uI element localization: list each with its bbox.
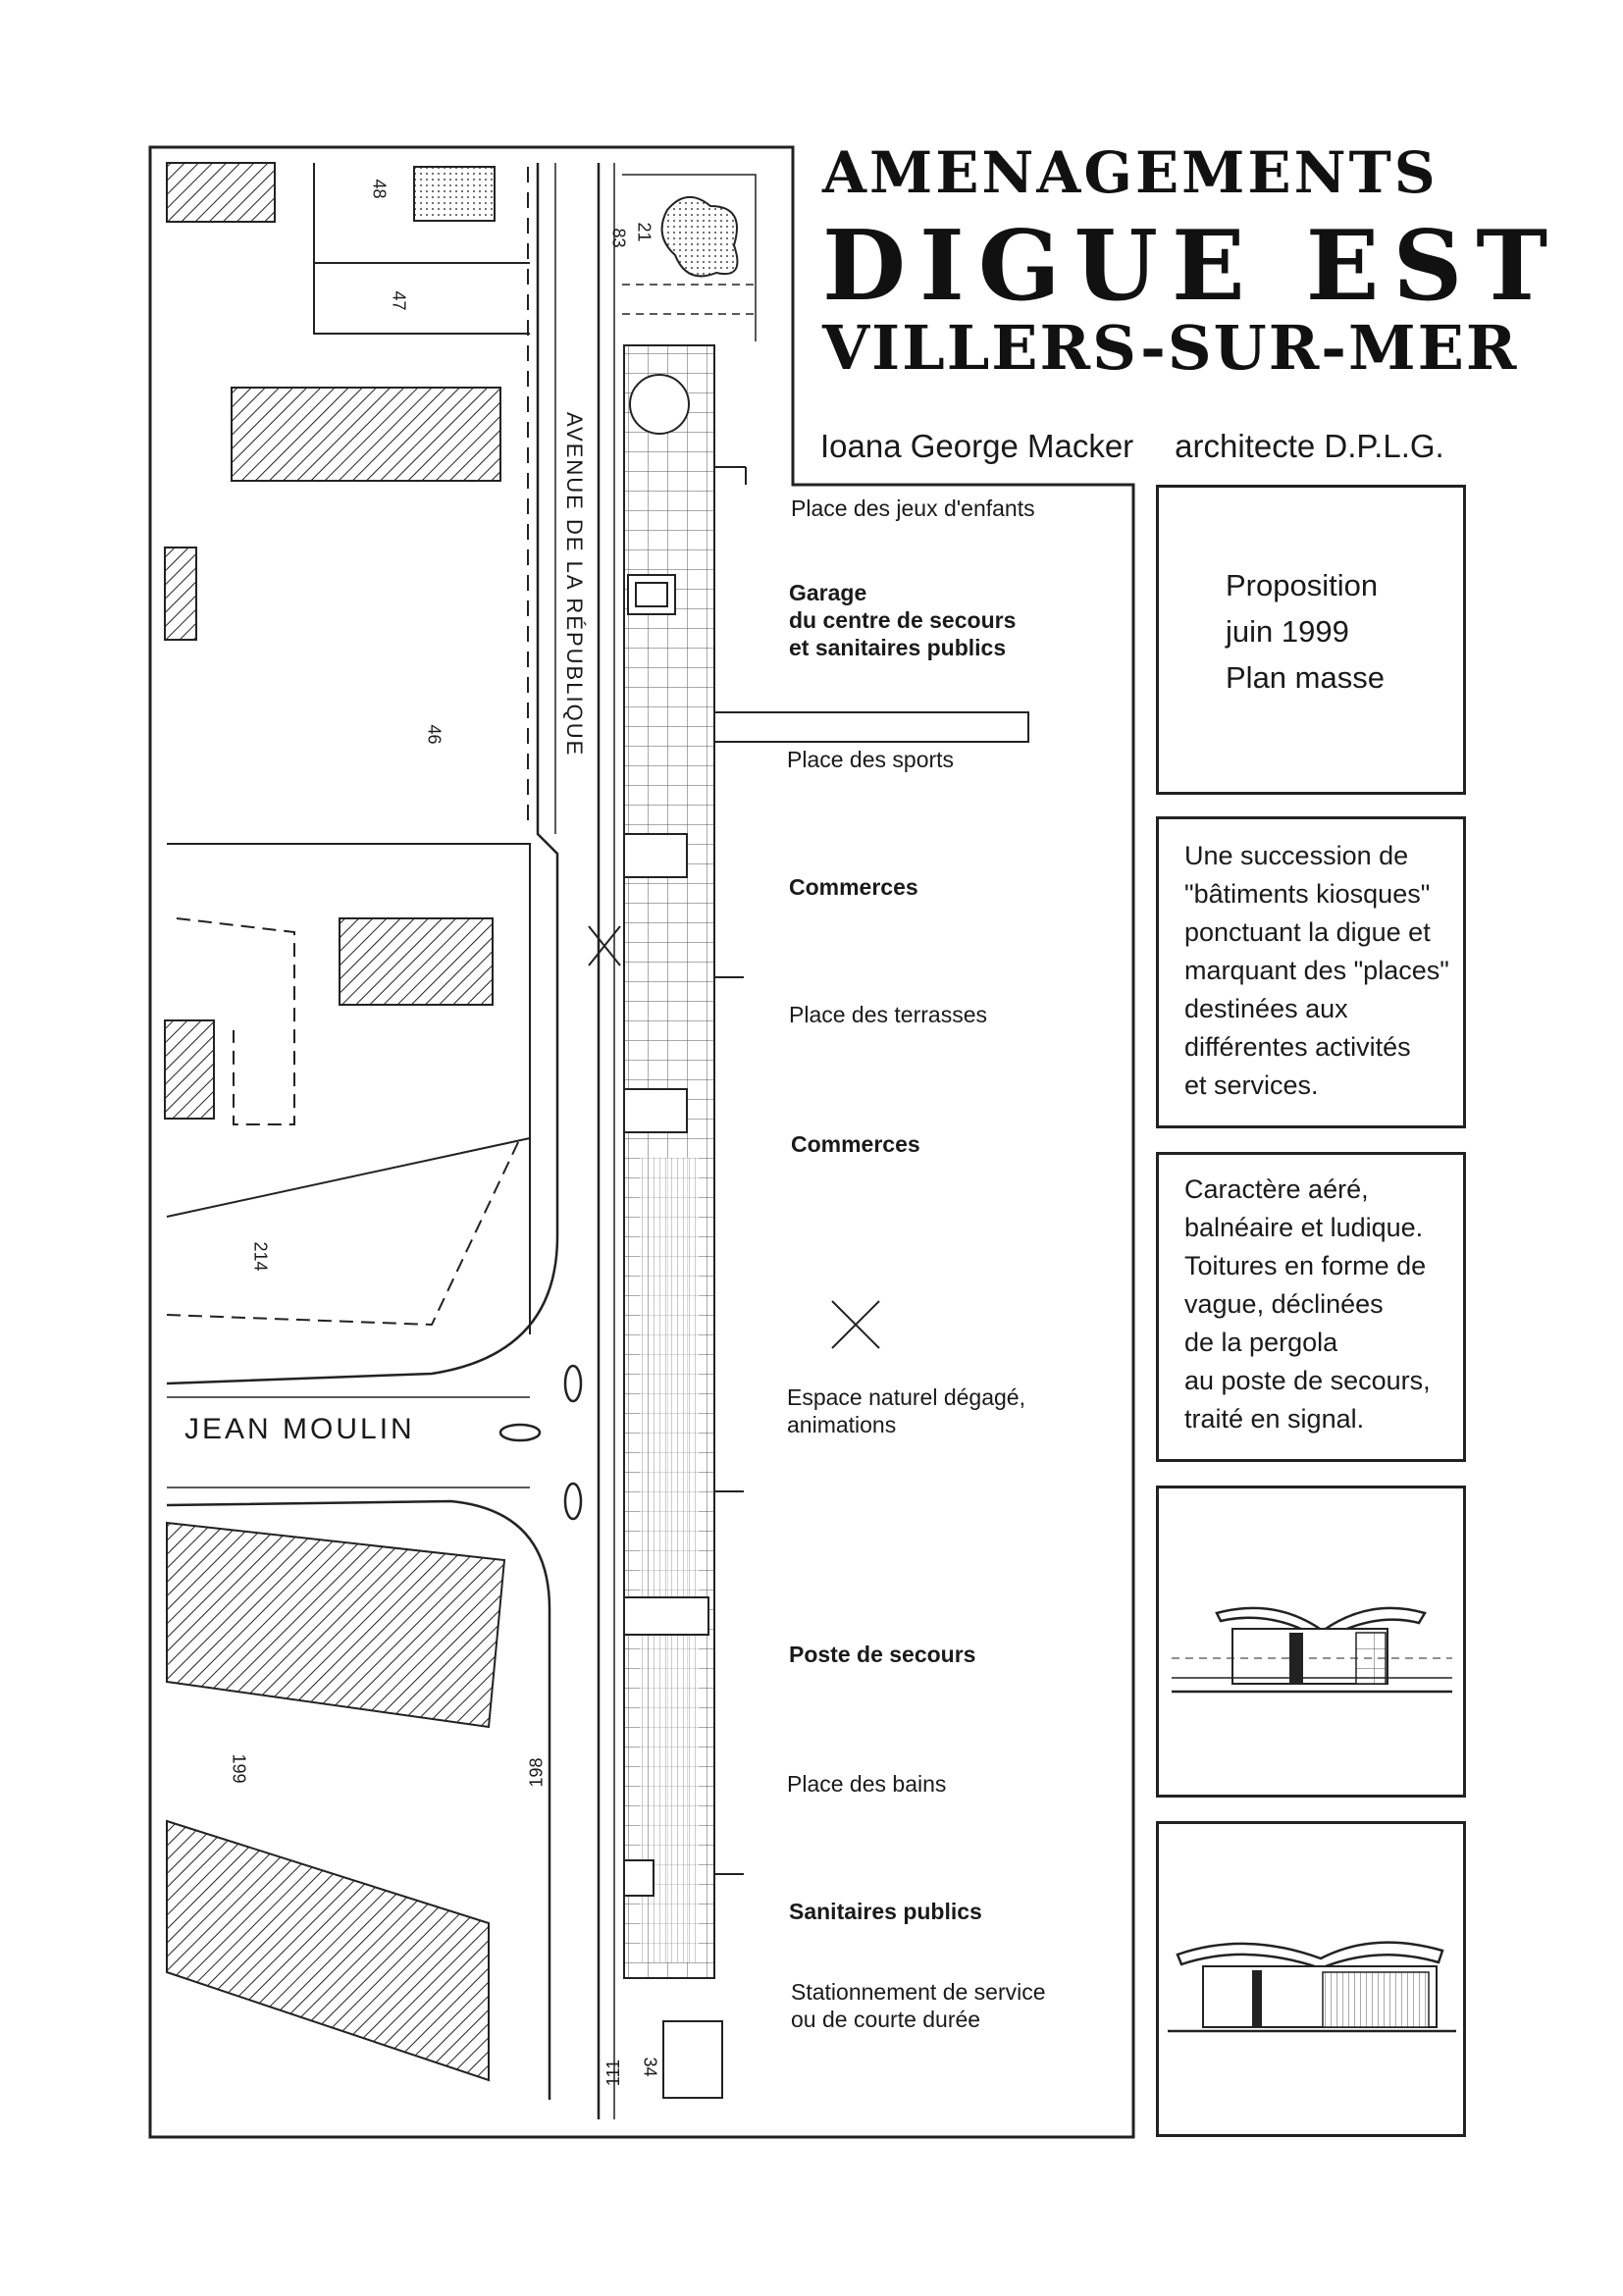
building bbox=[167, 1523, 504, 1727]
character-line: au poste de secours, bbox=[1184, 1366, 1431, 1395]
building bbox=[167, 1821, 489, 2080]
parcel-number: 198 bbox=[526, 1757, 547, 1788]
description-line: "bâtiments kiosques" bbox=[1184, 879, 1431, 909]
parcel-number: 199 bbox=[229, 1753, 249, 1784]
info-box bbox=[1156, 485, 1466, 795]
character-line: balnéaire et ludique. bbox=[1184, 1213, 1424, 1242]
building bbox=[414, 167, 495, 221]
label-poste-secours: Poste de secours bbox=[789, 1642, 976, 1667]
description-line: Une succession de bbox=[1184, 841, 1409, 870]
parcel-number: 48 bbox=[369, 179, 390, 199]
building bbox=[167, 163, 275, 222]
info-line-1: Proposition bbox=[1226, 568, 1379, 602]
label-stationnement-line: ou de courte durée bbox=[791, 2007, 981, 2032]
info-line-2: juin 1999 bbox=[1226, 614, 1349, 649]
character-line: traité en signal. bbox=[1184, 1404, 1365, 1434]
label-garage-line: du centre de secours bbox=[789, 607, 1017, 633]
label-espace-naturel bbox=[787, 1383, 1025, 1438]
label-garage bbox=[789, 579, 1016, 661]
description-line: et services. bbox=[1184, 1070, 1319, 1100]
parcel-number: 214 bbox=[250, 1241, 271, 1272]
street-avenue-republique: AVENUE DE LA RÉPUBLIQUE bbox=[562, 412, 587, 757]
character-line: de la pergola bbox=[1184, 1328, 1338, 1357]
label-stationnement-line: Stationnement de service bbox=[791, 1979, 1046, 2005]
label-place-jeux: Place des jeux d'enfants bbox=[791, 496, 1035, 521]
info-line-3: Plan masse bbox=[1226, 660, 1385, 695]
label-espace-line: animations bbox=[787, 1412, 897, 1437]
label-place-bains: Place des bains bbox=[787, 1771, 947, 1797]
label-garage-line: Garage bbox=[789, 580, 867, 605]
label-place-terrasses: Place des terrasses bbox=[789, 1002, 987, 1027]
building bbox=[340, 918, 493, 1005]
character-line: Toitures en forme de bbox=[1184, 1251, 1427, 1280]
label-commerces-1: Commerces bbox=[789, 874, 918, 900]
author-role: architecte D.P.L.G. bbox=[1175, 428, 1444, 464]
parcel-number: 46 bbox=[424, 724, 445, 745]
title-line-1: AMENAGEMENTS bbox=[822, 139, 1439, 206]
parcel-number: 83 bbox=[608, 228, 629, 248]
parcel-number: 111 bbox=[603, 2059, 624, 2087]
label-garage-line: et sanitaires publics bbox=[789, 635, 1007, 660]
title-line-2: DIGUE EST bbox=[822, 210, 1562, 323]
description-line: destinées aux bbox=[1184, 994, 1348, 1023]
description-line: ponctuant la digue et bbox=[1184, 917, 1431, 947]
building bbox=[165, 548, 196, 640]
character-box bbox=[1156, 1152, 1466, 1462]
author-name: Ioana George Macker bbox=[820, 428, 1134, 464]
label-stationnement bbox=[791, 1978, 1046, 2033]
building bbox=[165, 1020, 214, 1119]
character-line: vague, déclinées bbox=[1184, 1289, 1384, 1319]
label-place-sports: Place des sports bbox=[787, 747, 955, 772]
label-espace-line: Espace naturel dégagé, bbox=[787, 1384, 1025, 1410]
author-line bbox=[820, 428, 1444, 465]
character-line: Caractère aéré, bbox=[1184, 1174, 1369, 1204]
building bbox=[232, 388, 500, 481]
street-jean-moulin: JEAN MOULIN bbox=[184, 1413, 415, 1445]
parcel-number: 34 bbox=[640, 2057, 660, 2077]
description-line: différentes activités bbox=[1184, 1032, 1411, 1062]
label-commerces-2: Commerces bbox=[791, 1131, 920, 1157]
parcel-number: 47 bbox=[389, 290, 409, 311]
description-box bbox=[1156, 816, 1466, 1128]
label-sanitaires: Sanitaires publics bbox=[789, 1899, 982, 1924]
description-line: marquant des "places" bbox=[1184, 956, 1449, 985]
kiosk-sketch-box-2 bbox=[1156, 1821, 1466, 2137]
parcel-number: 21 bbox=[634, 222, 654, 242]
kiosk-sketch-box-1 bbox=[1156, 1486, 1466, 1798]
title-line-3: VILLERS-SUR-MER bbox=[822, 312, 1519, 384]
